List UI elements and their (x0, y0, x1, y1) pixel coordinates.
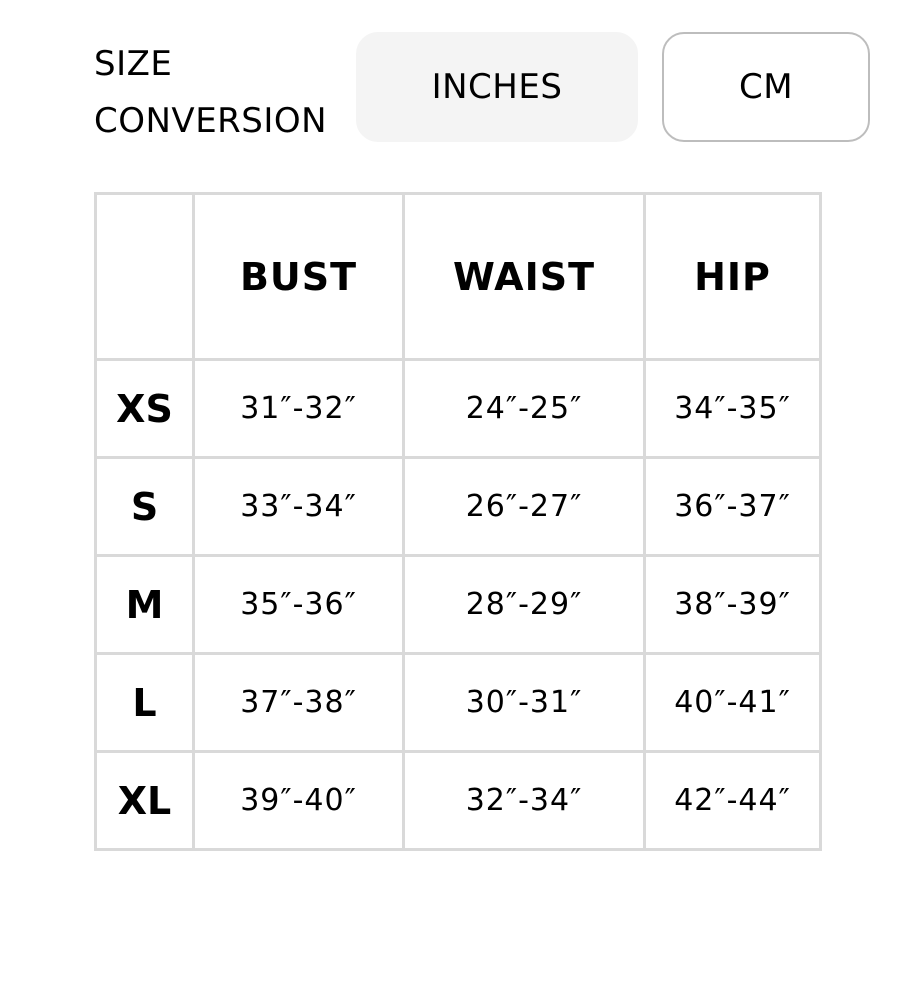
header-waist: WAIST (404, 194, 645, 360)
table-row (96, 458, 821, 556)
size-chart-table (94, 192, 822, 851)
waist-value: 28″-29″ (404, 556, 645, 654)
bust-value: 39″-40″ (194, 752, 404, 850)
table-row (96, 556, 821, 654)
bust-value: 31″-32″ (194, 360, 404, 458)
header-size-cell (96, 194, 194, 360)
table-header-row (96, 194, 821, 360)
header-bust: BUST (194, 194, 404, 360)
waist-value: 24″-25″ (404, 360, 645, 458)
size-label: XL (96, 752, 194, 850)
hip-value: 36″-37″ (645, 458, 821, 556)
header-hip: HIP (645, 194, 821, 360)
size-label: XS (96, 360, 194, 458)
bust-value: 37″-38″ (194, 654, 404, 752)
size-label: L (96, 654, 194, 752)
size-label: M (96, 556, 194, 654)
size-conversion-label-line2: CONVERSION (94, 101, 328, 141)
table-row (96, 752, 821, 850)
hip-value: 40″-41″ (645, 654, 821, 752)
table-row (96, 654, 821, 752)
hip-value: 42″-44″ (645, 752, 821, 850)
hip-value: 38″-39″ (645, 556, 821, 654)
bust-value: 35″-36″ (194, 556, 404, 654)
bust-value: 33″-34″ (194, 458, 404, 556)
cm-button[interactable]: CM (662, 32, 870, 142)
waist-value: 26″-27″ (404, 458, 645, 556)
hip-value: 34″-35″ (645, 360, 821, 458)
table-row (96, 360, 821, 458)
size-conversion-label (94, 36, 327, 150)
size-label: S (96, 458, 194, 556)
waist-value: 32″-34″ (404, 752, 645, 850)
size-conversion-label-line1: SIZE (94, 44, 173, 84)
inches-button[interactable]: INCHES (356, 32, 638, 142)
waist-value: 30″-31″ (404, 654, 645, 752)
